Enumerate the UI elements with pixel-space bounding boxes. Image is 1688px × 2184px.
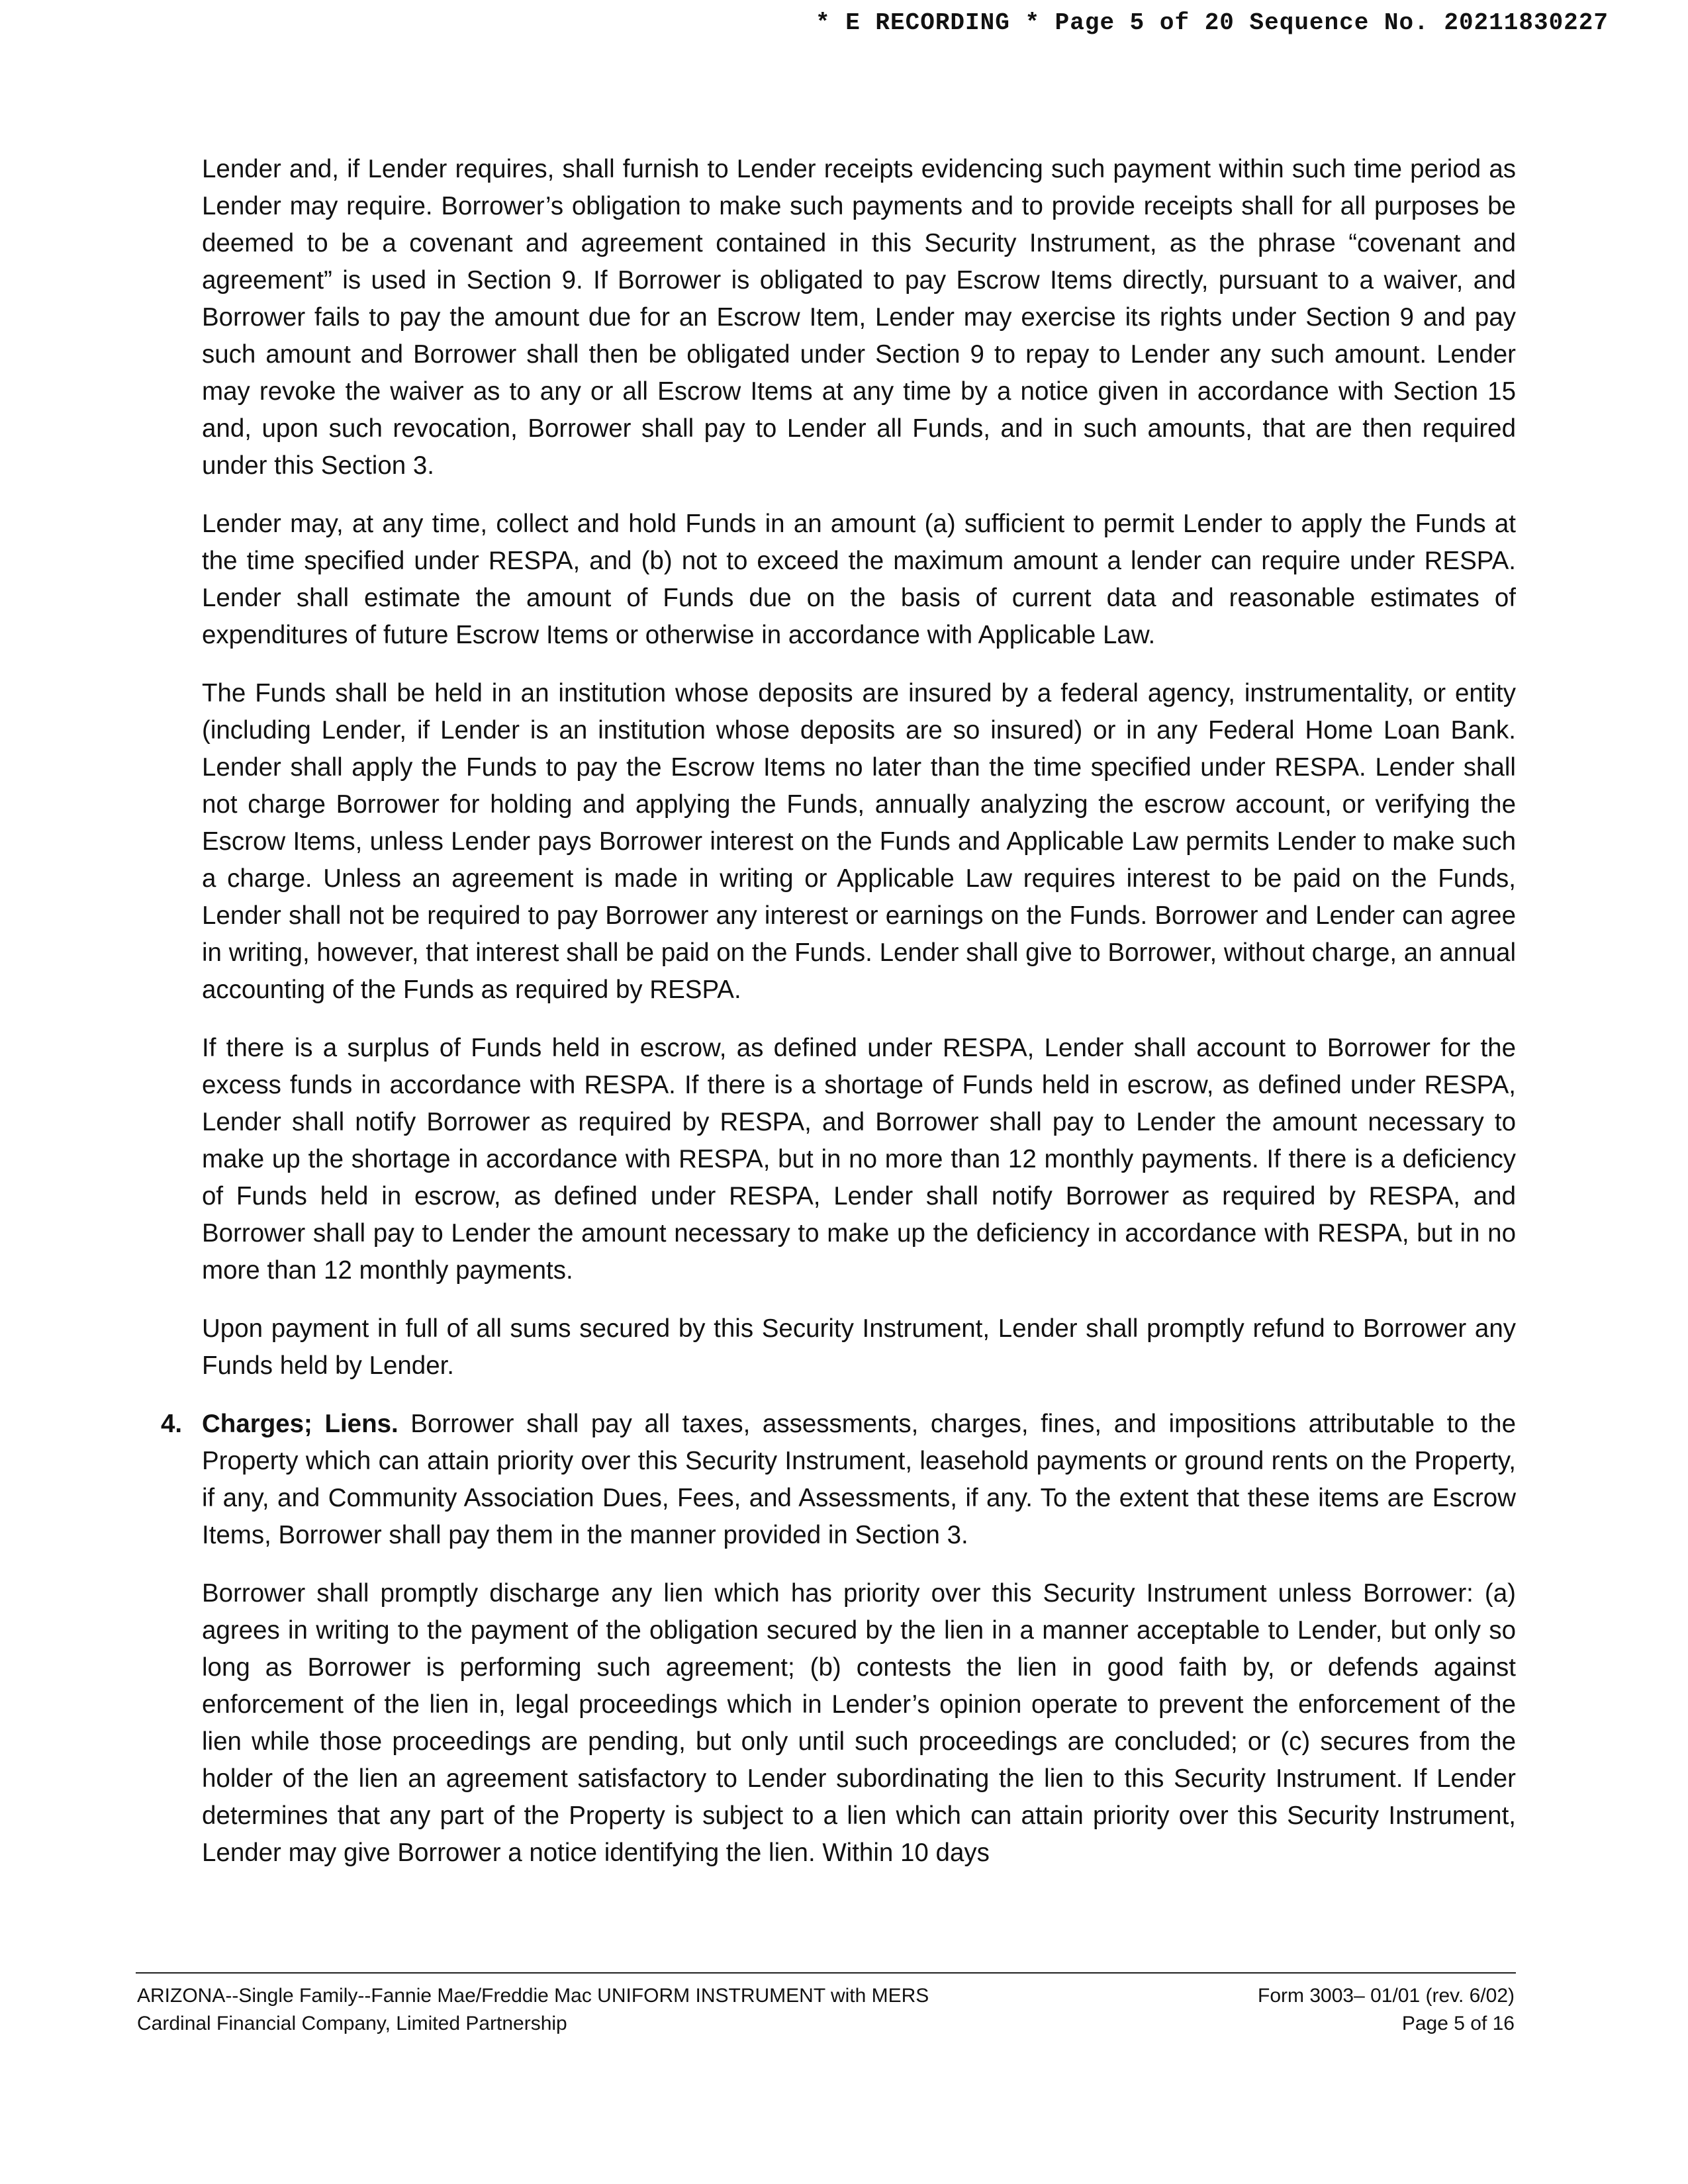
recording-header: * E RECORDING * Page 5 of 20 Sequence No. 20211830227 <box>816 9 1609 36</box>
footer-form-number: Form 3003– 01/01 (rev. 6/02) <box>1258 1985 1515 2007</box>
footer-page-number: Page 5 of 16 <box>1401 2013 1515 2034</box>
paragraph-escrow-waiver: Lender and, if Lender requires, shall furnish to Lender receipts evidencing such payment within such time period as Lender may require. Borrower’s obligation to make such payments and to provide receipts shall for all purposes be deemed to be a covenant and agreement contained in this Security Instrument, as the phrase “covenant and agreement” is used in Section 9. If Borrower is obligated to pay Escrow Items directly, pursuant to a waiver, and Borrower fails to pay the amount due for an Escrow Item, Lender may exercise its rights under Section 9 and pay such amount and Borrower shall then be obligated under Section 9 to repay to Lender any such amount. Lender may revoke the waiver as to any or all Escrow Items at any time by a notice given in accordance with Section 15 and, upon such revocation, Borrower shall pay to Lender all Funds, and in such amounts, that are then required under this Section 3. <box>202 155 1516 480</box>
section-4 <box>161 1406 1516 1872</box>
section-number: 4. <box>161 1410 183 1438</box>
section-4-paragraph-1 <box>202 1406 1516 1554</box>
section-4-paragraph-2: Borrower shall promptly discharge any lien which has priority over this Security Instrument unless Borrower: (a) agrees in writing to the payment of the obligation secured by the lien in a manner acceptable to Lender, but only so long as Borrower is performing such agreement; (b) contests the lien in good faith by, or defends against enforcement of the lien in, legal proceedings which in Lender’s opinion operate to prevent the enforcement of the lien while those proceedings are pending, but only until such proceedings are concluded; or (c) secures from the holder of the lien an agreement satisfactory to Lender subordinating the lien to this Security Instrument. If Lender determines that any part of the Property is subject to a lien which can attain priority over this Security Instrument, Lender may give Borrower a notice identifying the lien. Within 10 days <box>202 1579 1516 1867</box>
footer-divider <box>136 1972 1516 1974</box>
footer-left <box>137 1982 929 2038</box>
paragraph-funds-held: The Funds shall be held in an institution whose deposits are insured by a federal agency, instrumentality, or entity (including Lender, if Lender is an institution whose deposits are so insured) or in any Federal Home Loan Bank. Lender shall apply the Funds to pay the Escrow Items no later than the time specified under RESPA. Lender shall not charge Borrower for holding and applying the Funds, annually analyzing the escrow account, or verifying the Escrow Items, unless Lender pays Borrower interest on the Funds and Applicable Law permits Lender to make such a charge. Unless an agreement is made in writing or Applicable Law requires interest to be paid on the Funds, Lender shall not be required to pay Borrower any interest or earnings on the Funds. Borrower and Lender can agree in writing, however, that interest shall be paid on the Funds. Lender shall give to Borrower, without charge, an annual accounting of the Funds as required by RESPA. <box>202 679 1516 1004</box>
footer-right <box>1258 1982 1515 2038</box>
footer-company: Cardinal Financial Company, Limited Partnership <box>137 2013 567 2034</box>
footer-form-title: ARIZONA--Single Family--Fannie Mae/Freddie Mac UNIFORM INSTRUMENT with MERS <box>137 1985 929 2007</box>
paragraph-collect-funds: Lender may, at any time, collect and hold Funds in an amount (a) sufficient to permit Lender to apply the Funds at the time specified under RESPA, and (b) not to exceed the maximum amount a lender can require under RESPA. Lender shall estimate the amount of Funds due on the basis of current data and reasonable estimates of expenditures of future Escrow Items or otherwise in accordance with Applicable Law. <box>202 510 1516 649</box>
section-heading: Charges; Liens. <box>202 1410 399 1438</box>
paragraph-refund: Upon payment in full of all sums secured by this Security Instrument, Lender shall promptly refund to Borrower any Funds held by Lender. <box>202 1314 1516 1380</box>
paragraph-surplus-shortage: If there is a surplus of Funds held in escrow, as defined under RESPA, Lender shall account to Borrower for the excess funds in accordance with RESPA. If there is a shortage of Funds held in escrow, as defined under RESPA, Lender shall notify Borrower as required by RESPA, and Borrower shall pay to Lender the amount necessary to make up the shortage in accordance with RESPA, but in no more than 12 monthly payments. If there is a deficiency of Funds held in escrow, as defined under RESPA, Lender shall notify Borrower as required by RESPA, and Borrower shall pay to Lender the amount necessary to make up the deficiency in accordance with RESPA, but in no more than 12 monthly payments. <box>202 1034 1516 1285</box>
section-4-body: Borrower shall pay all taxes, assessments, charges, fines, and impositions attributable to the Property which can attain priority over this Security Instrument, leasehold payments or ground rents on the Property, if any, and Community Association Dues, Fees, and Assessments, if any. To the extent that these items are Escrow Items, Borrower shall pay them in the manner provided in Section 3. <box>202 1410 1516 1549</box>
document-body <box>161 151 1516 1893</box>
